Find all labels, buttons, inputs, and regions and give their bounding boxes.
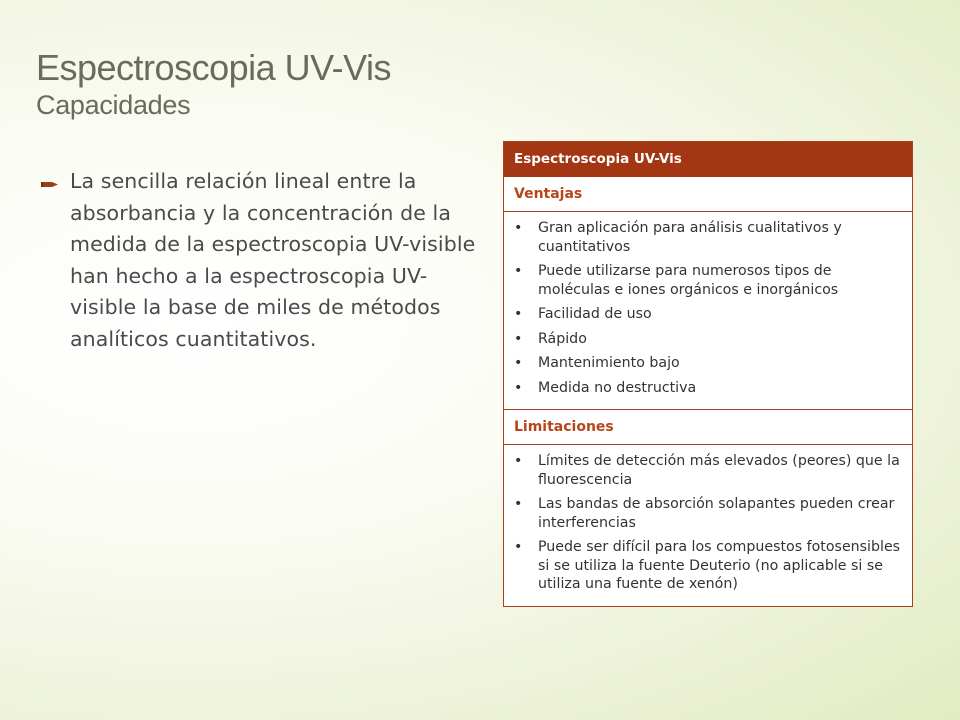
- title-main: Espectroscopia UV-Vis: [36, 47, 392, 88]
- limitations-list: [504, 445, 912, 606]
- advantages-list: [504, 212, 912, 410]
- advantages-heading: Ventajas: [504, 177, 912, 212]
- list-item: • Facilidad de uso: [514, 305, 902, 324]
- capabilities-table: [503, 141, 913, 607]
- list-item: • Gran aplicación para análisis cualitativos y cuantitativos: [514, 219, 902, 256]
- list-item: • Límites de detección más elevados (peores) que la fluorescencia: [514, 452, 902, 489]
- body-paragraph: La sencilla relación lineal entre la absorbancia y la concentración de la medida de la espectroscopia UV-visible han hecho a la espectroscopia UV-visible la base de miles de métodos analíticos cuantitativos.: [70, 169, 476, 351]
- limitations-heading: Limitaciones: [504, 410, 912, 445]
- table-header: Espectroscopia UV-Vis: [504, 142, 912, 177]
- list-item: • Las bandas de absorción solapantes pueden crear interferencias: [514, 495, 902, 532]
- body-bullet: [40, 166, 485, 355]
- list-item: • Medida no destructiva: [514, 379, 902, 398]
- pencil-icon: [40, 166, 70, 195]
- slide-title: [36, 47, 392, 120]
- list-item: • Puede utilizarse para numerosos tipos de moléculas e iones orgánicos e inorgánicos: [514, 262, 902, 299]
- title-subtitle: Capacidades: [36, 90, 191, 120]
- list-item: • Mantenimiento bajo: [514, 354, 902, 373]
- list-item: • Rápido: [514, 330, 902, 349]
- list-item: • Puede ser difícil para los compuestos fotosensibles si se utiliza la fuente Deuterio (no aplicable si se utiliza una fuente de xenón): [514, 538, 902, 594]
- body-text-block: [40, 166, 485, 355]
